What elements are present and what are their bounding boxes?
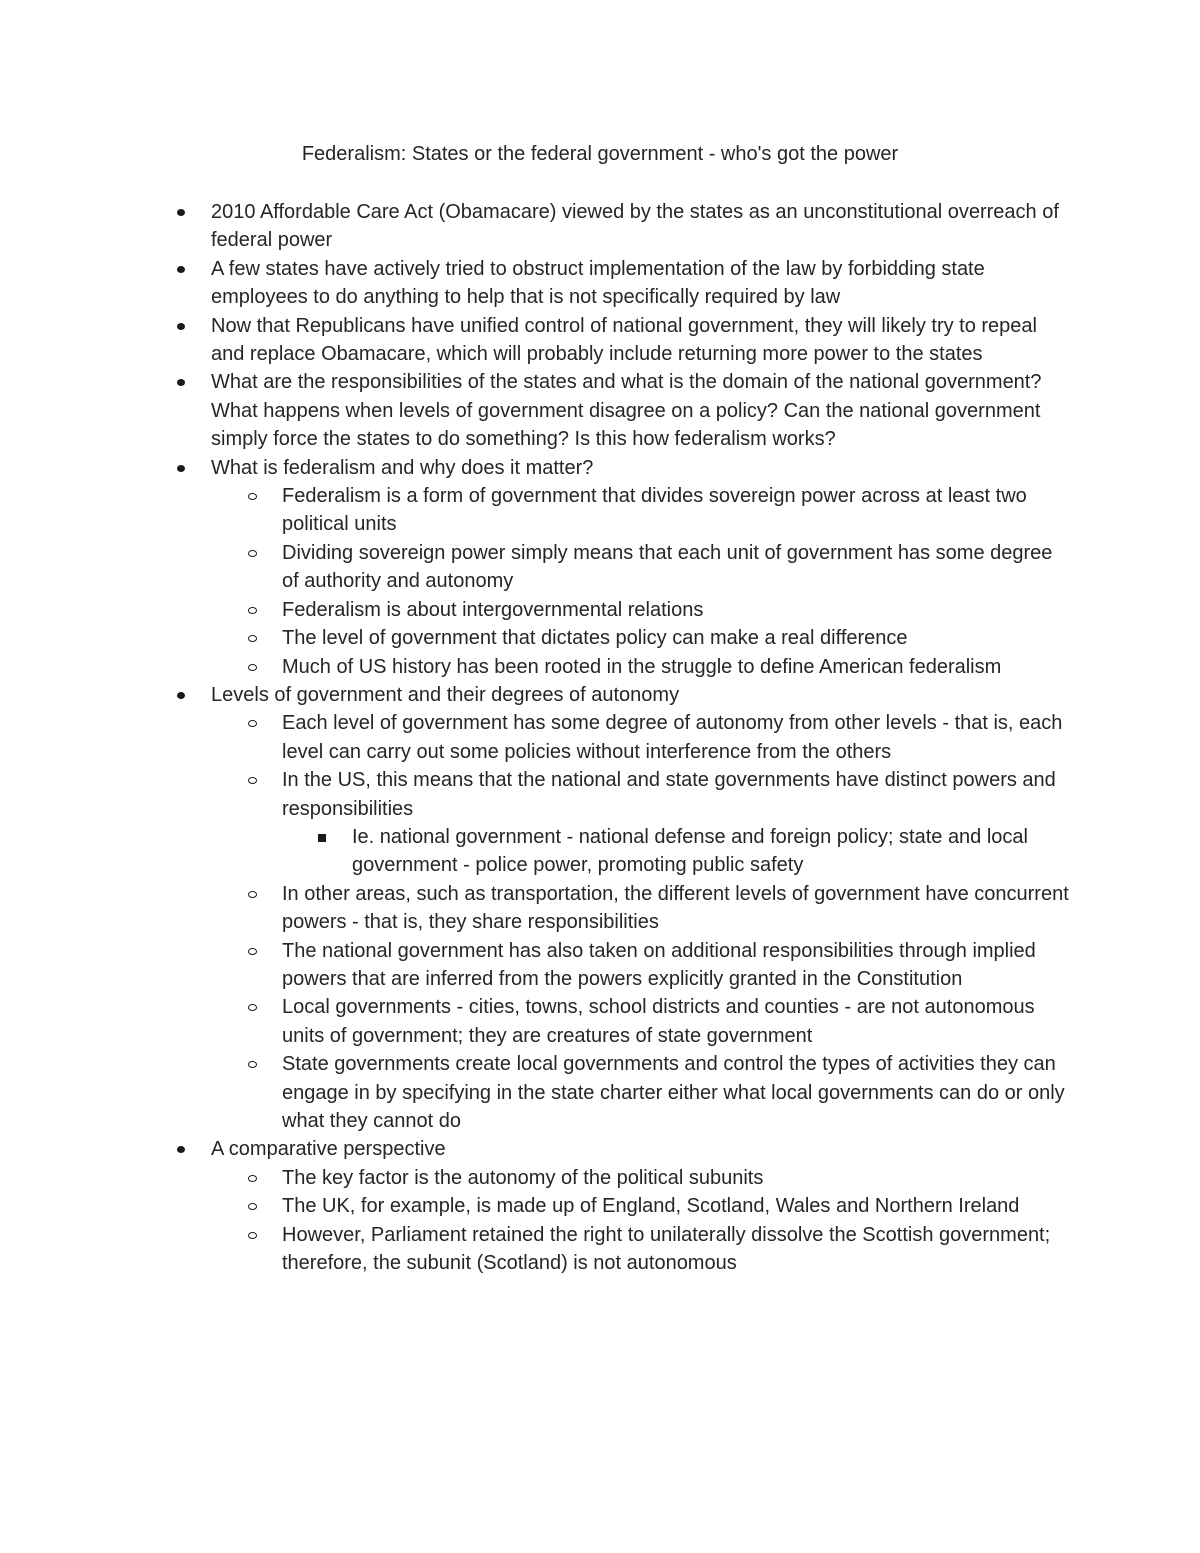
bullet-circle-icon <box>248 1061 257 1068</box>
list-item <box>211 255 1071 312</box>
bullet-circle-icon <box>248 891 257 898</box>
list-item-text: A comparative perspective <box>211 1138 446 1161</box>
bullet-circle-icon <box>248 493 257 500</box>
bullet-circle-icon <box>248 1004 257 1011</box>
nested-sublist <box>282 823 1071 880</box>
sublist-item <box>282 1192 1071 1220</box>
bullet-disc-icon <box>177 1146 185 1153</box>
sublist-item-text: Local governments - cities, towns, school districts and counties - are not autonomous units of government; they are creatures of state government <box>282 996 1035 1047</box>
nested-sublist-item <box>352 823 1071 880</box>
bullet-disc-icon <box>177 465 185 472</box>
list-item-text: A few states have actively tried to obstruct implementation of the law by forbidding state employees to do anything to help that is not specifically required by law <box>211 257 985 309</box>
sublist-item-text: Much of US history has been rooted in the struggle to define American federalism <box>282 655 1002 678</box>
sublist-item-text: In other areas, such as transportation, the different levels of government have concurrent powers - that is, they share responsibilities <box>282 882 1069 934</box>
bullet-circle-icon <box>248 550 257 557</box>
bullet-disc-icon <box>177 692 185 699</box>
bullet-circle-icon <box>248 1232 257 1239</box>
bullet-circle-icon <box>248 607 257 614</box>
sublist-item <box>282 766 1071 880</box>
sublist-item-text: The national government has also taken on additional responsibilities through implied powers that are inferred from the powers explicitly granted in the Constitution <box>282 939 1036 990</box>
sublist-item-text: The UK, for example, is made up of England, Scotland, Wales and Northern Ireland <box>282 1195 1020 1218</box>
sublist <box>211 709 1071 1135</box>
sublist-item <box>282 709 1071 766</box>
sublist-item-text: Each level of government has some degree of autonomy from other levels - that is, each level can carry out some policies without interference from the others <box>282 712 1063 763</box>
list-item <box>211 454 1071 681</box>
list-item-text: Levels of government and their degrees of autonomy <box>211 683 680 706</box>
bullet-disc-icon <box>177 209 185 216</box>
sublist-item-text: Federalism is about intergovernmental relations <box>282 598 704 621</box>
sublist-item-text: In the US, this means that the national and state governments have distinct powers and responsibilities <box>282 769 1056 820</box>
sublist-item-text: Federalism is a form of government that divides sovereign power across at least two political units <box>282 485 1027 536</box>
bullet-disc-icon <box>177 379 185 386</box>
bullet-circle-icon <box>248 635 257 642</box>
list-item-text: 2010 Affordable Care Act (Obamacare) viewed by the states as an unconstitutional overreach of federal power <box>211 201 1059 252</box>
bullet-disc-icon <box>177 266 185 273</box>
list-item-text: Now that Republicans have unified control of national government, they will likely try to repeal and replace Obamacare, which will probably include returning more power to the states <box>211 314 1037 366</box>
sublist <box>211 482 1071 681</box>
list-item <box>211 312 1071 369</box>
sublist-item <box>282 993 1071 1050</box>
nested-sublist-item-text: Ie. national government - national defense and foreign policy; state and local government - police power, promoting public safety <box>352 825 1028 877</box>
bullet-circle-icon <box>248 948 257 955</box>
sublist-item <box>282 937 1071 994</box>
sublist-item-text: Dividing sovereign power simply means that each unit of government has some degree of authority and autonomy <box>282 541 1053 593</box>
sublist-item-text: The key factor is the autonomy of the political subunits <box>282 1166 764 1189</box>
sublist-item <box>282 1221 1071 1278</box>
sublist-item <box>282 880 1071 937</box>
sublist-item <box>282 1050 1071 1135</box>
sublist-item <box>282 624 1071 652</box>
list-item-text: What are the responsibilities of the states and what is the domain of the national government? What happens when levels of government disagree on a policy? Can the national government simply force the states to do something? Is this how federalism works? <box>211 371 1042 451</box>
sublist-item <box>282 596 1071 624</box>
list-item <box>211 1135 1071 1277</box>
document-title: Federalism: States or the federal government - who's got the power <box>301 143 899 165</box>
list-item-text: What is federalism and why does it matter? <box>211 456 594 479</box>
sublist-item <box>282 653 1071 681</box>
sublist-item <box>282 539 1071 596</box>
list-item <box>211 368 1071 453</box>
list-item <box>211 198 1071 255</box>
sublist <box>211 1164 1071 1278</box>
bullet-circle-icon <box>248 1175 257 1182</box>
bullet-circle-icon <box>248 664 257 671</box>
sublist-item <box>282 482 1071 539</box>
bullet-circle-icon <box>248 777 257 784</box>
sublist-item-text: However, Parliament retained the right to unilaterally dissolve the Scottish government; therefore, the subunit (Scotland) is not autonomous <box>282 1223 1051 1275</box>
bullet-circle-icon <box>248 720 257 727</box>
bullet-square-icon <box>318 834 326 842</box>
bullet-circle-icon <box>248 1203 257 1210</box>
sublist-item-text: State governments create local governments and control the types of activities they can engage in by specifying in the state charter either what local governments can do or only what they cannot do <box>282 1053 1065 1132</box>
sublist-item-text: The level of government that dictates policy can make a real difference <box>282 627 908 650</box>
sublist-item <box>282 1164 1071 1192</box>
list-item <box>211 681 1071 1136</box>
notes-list <box>211 198 1071 1277</box>
bullet-disc-icon <box>177 323 185 330</box>
